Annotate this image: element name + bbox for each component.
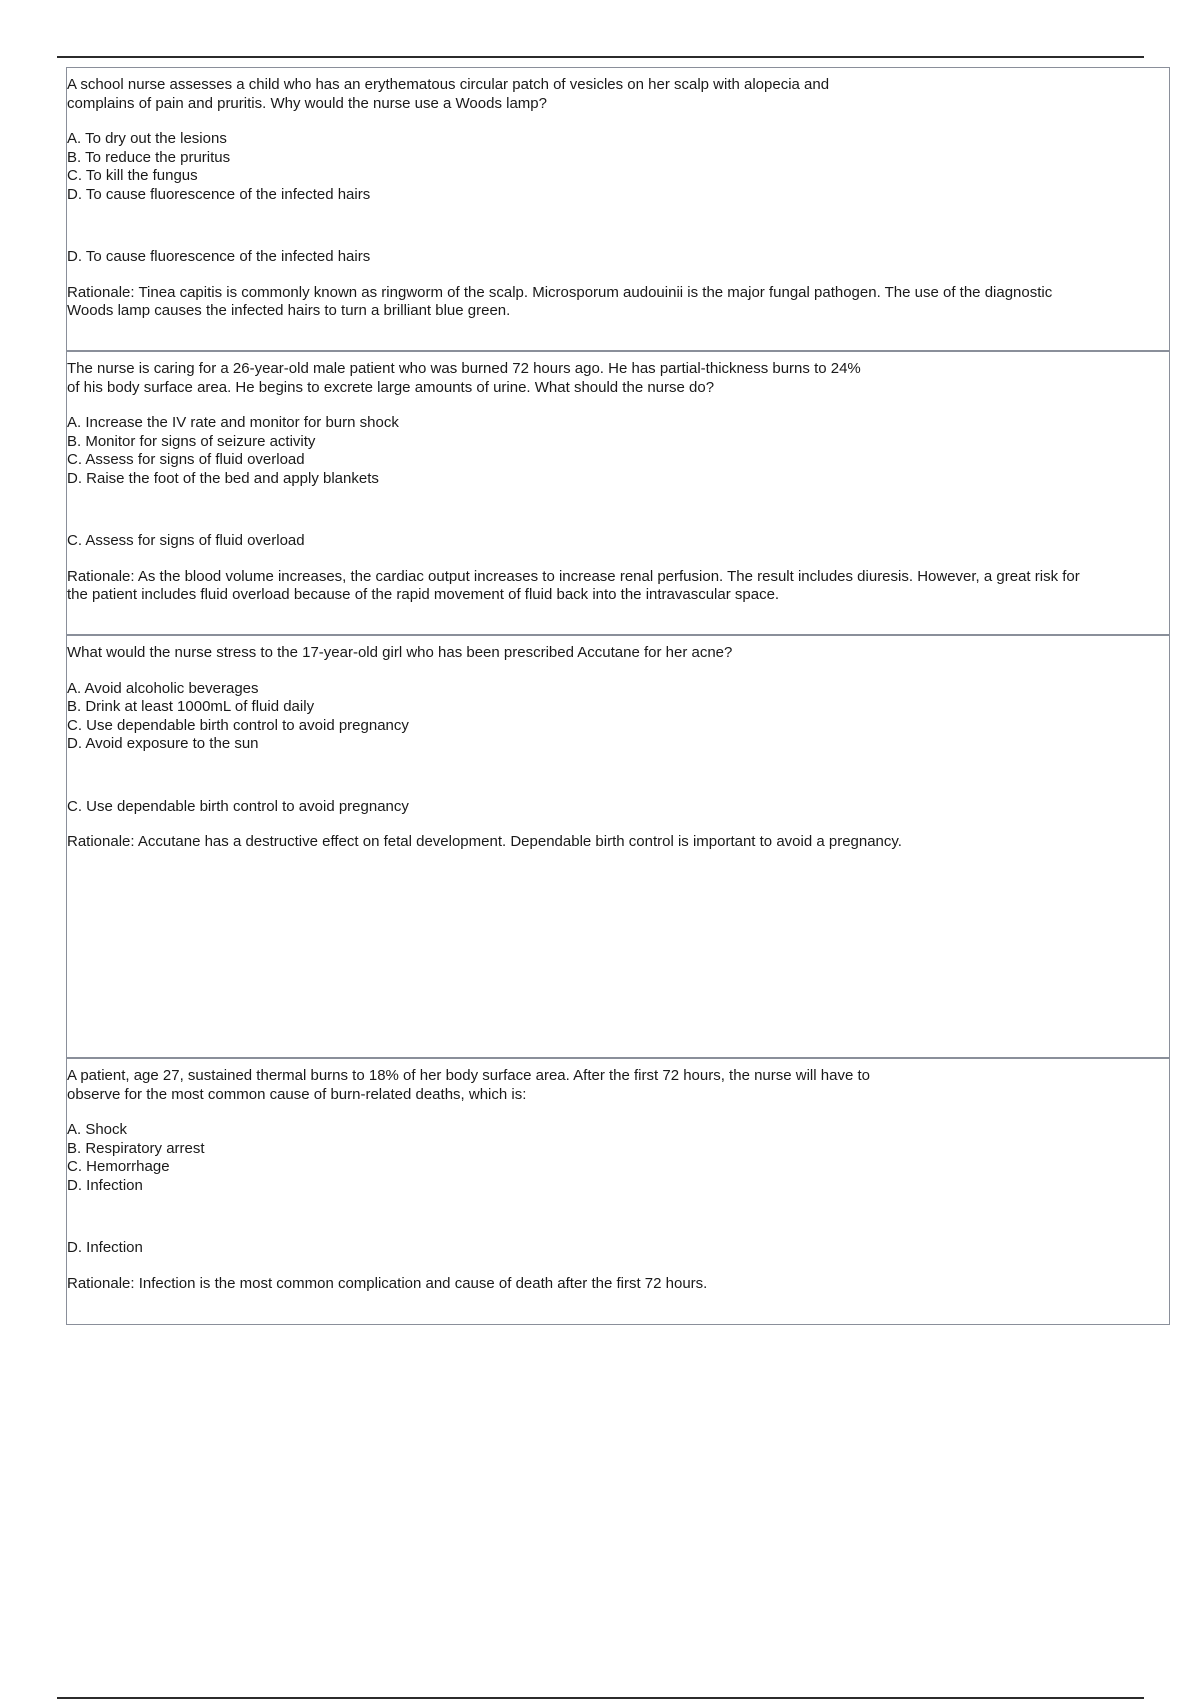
options-list bbox=[67, 680, 1159, 754]
option-b: B. To reduce the pruritus bbox=[67, 148, 231, 166]
question-line: of his body surface area. He begins to excrete large amounts of urine. What should the nurse do? bbox=[67, 378, 715, 396]
option-d: D. To cause fluorescence of the infected hairs bbox=[67, 185, 371, 203]
option-c: C. Assess for signs of fluid overload bbox=[67, 451, 305, 468]
option-a: A. To dry out the lesions bbox=[67, 130, 227, 147]
rationale-line: Rationale: Infection is the most common complication and cause of death after the first 72 hours. bbox=[67, 1274, 708, 1292]
question-line: A school nurse assesses a child who has an erythematous circular patch of vesicles on her scalp with alopecia and bbox=[67, 76, 830, 93]
question-card bbox=[67, 68, 1169, 352]
rationale-line: the patient includes fluid overload because of the rapid movement of fluid back into the intravascular space. bbox=[67, 586, 780, 603]
rationale-line: Rationale: Accutane has a destructive effect on fetal development. Dependable birth control is important to avoid a pregnancy. bbox=[67, 833, 902, 850]
option-b: B. Drink at least 1000mL of fluid daily bbox=[67, 698, 315, 715]
answer bbox=[67, 248, 1159, 267]
option-b: B. Respiratory arrest bbox=[67, 1139, 205, 1157]
rationale bbox=[67, 568, 1159, 605]
question-card bbox=[67, 636, 1169, 1059]
bottom-rule bbox=[57, 1697, 1144, 1699]
question-line: observe for the most common cause of burn-related deaths, which is: bbox=[67, 1085, 527, 1103]
option-a: A. Increase the IV rate and monitor for burn shock bbox=[67, 414, 399, 431]
answer bbox=[67, 798, 1159, 817]
top-rule bbox=[57, 56, 1144, 58]
rationale-line: Rationale: Tinea capitis is commonly known as ringworm of the scalp. Microsporum audouinii is the major fungal pathogen. The use of the diagnostic bbox=[67, 283, 1053, 301]
question-text bbox=[67, 644, 1159, 663]
question-table bbox=[66, 67, 1170, 1325]
rationale bbox=[67, 284, 1159, 321]
rationale bbox=[67, 1275, 1159, 1294]
question-text bbox=[67, 1067, 1159, 1104]
question-line: complains of pain and pruritis. Why would the nurse use a Woods lamp? bbox=[67, 94, 547, 112]
question-card bbox=[67, 1059, 1169, 1325]
question-card bbox=[67, 352, 1169, 636]
option-c: C. Use dependable birth control to avoid pregnancy bbox=[67, 716, 409, 734]
option-c: C. Hemorrhage bbox=[67, 1158, 170, 1175]
options-list bbox=[67, 130, 1159, 204]
rationale-line: Woods lamp causes the infected hairs to turn a brilliant blue green. bbox=[67, 302, 511, 319]
answer-text: D. To cause fluorescence of the infected hairs bbox=[67, 248, 371, 265]
answer bbox=[67, 532, 1159, 551]
answer bbox=[67, 1239, 1159, 1258]
answer-text: C. Assess for signs of fluid overload bbox=[67, 532, 305, 549]
rationale bbox=[67, 833, 1159, 852]
options-list bbox=[67, 414, 1159, 488]
rationale-line: Rationale: As the blood volume increases, the cardiac output increases to increase renal perfusion. The result includes diuresis. However, a great risk for bbox=[67, 567, 1080, 585]
option-d: D. Raise the foot of the bed and apply blankets bbox=[67, 469, 379, 487]
question-line: The nurse is caring for a 26-year-old male patient who was burned 72 hours ago. He has partial-thickness burns to 24% bbox=[67, 360, 861, 377]
option-a: A. Shock bbox=[67, 1121, 128, 1138]
answer-text: D. Infection bbox=[67, 1239, 143, 1256]
answer-text: C. Use dependable birth control to avoid pregnancy bbox=[67, 797, 409, 815]
option-d: D. Infection bbox=[67, 1176, 143, 1194]
question-line: What would the nurse stress to the 17-year-old girl who has been prescribed Accutane for her acne? bbox=[67, 644, 733, 661]
option-d: D. Avoid exposure to the sun bbox=[67, 735, 259, 752]
question-line: A patient, age 27, sustained thermal burns to 18% of her body surface area. After the first 72 hours, the nurse will have to bbox=[67, 1067, 870, 1084]
question-text bbox=[67, 360, 1159, 397]
option-a: A. Avoid alcoholic beverages bbox=[67, 679, 259, 697]
question-text bbox=[67, 76, 1159, 113]
options-list bbox=[67, 1121, 1159, 1195]
option-c: C. To kill the fungus bbox=[67, 167, 198, 184]
option-b: B. Monitor for signs of seizure activity bbox=[67, 432, 316, 450]
